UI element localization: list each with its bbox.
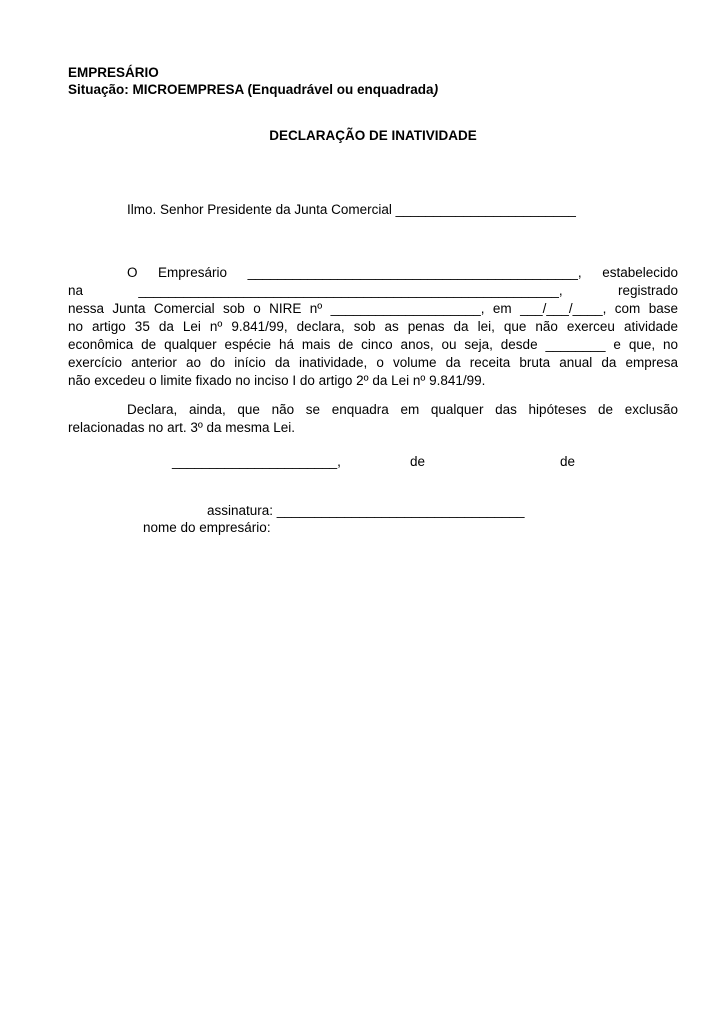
title-text: DECLARAÇÃO DE INATIVIDADE xyxy=(269,128,477,143)
paragraph1-text-4: no artigo 35 da Lei nº 9.841/99, declara, sob as penas da lei, que não exerceu atividade xyxy=(68,319,678,334)
paragraph1-line-6 xyxy=(68,354,678,372)
paragraph1-line-1 xyxy=(127,264,678,282)
paragraph1-text-5: econômica de qualquer espécie há mais de cinco anos, ou seja, desde ________ e que, no xyxy=(68,337,678,352)
addressee-text: Ilmo. Senhor Presidente da Junta Comercial ________________________ xyxy=(127,202,576,217)
date-de-2-text: de xyxy=(560,454,576,469)
situation-label: Situação: MICROEMPRESA (Enquadrável ou enquadrada xyxy=(68,82,434,97)
paragraph1-line-4 xyxy=(68,318,678,336)
place-blank-text: ______________________, xyxy=(172,454,341,469)
paragraph2-line-1 xyxy=(127,401,678,419)
paragraph1-line-7 xyxy=(68,372,678,390)
entity-heading xyxy=(68,64,678,82)
entrepreneur-name-line xyxy=(143,519,271,537)
paragraph1-text-1: O Empresário ____________________________________________, estabelecido xyxy=(127,265,678,280)
paragraph2-text-2: relacionadas no art. 3º da mesma Lei. xyxy=(68,420,296,435)
entity-label: EMPRESÁRIO xyxy=(68,65,159,80)
document-title xyxy=(68,127,678,145)
place-blank xyxy=(172,453,341,471)
signature-line xyxy=(207,502,525,520)
paragraph1-text-7: não excedeu o limite fixado no inciso I do artigo 2º da Lei nº 9.841/99. xyxy=(68,373,486,388)
paragraph1-text-3: nessa Junta Comercial sob o NIRE nº ____________________, em ___/___/____, com base xyxy=(68,301,678,316)
paragraph1-line-3 xyxy=(68,300,678,318)
paragraph1-line-5 xyxy=(68,336,678,354)
situation-close: ) xyxy=(433,82,439,97)
date-de-1-text: de xyxy=(410,454,426,469)
situation-line xyxy=(68,81,678,99)
date-de-2 xyxy=(560,453,575,471)
paragraph2-line-2 xyxy=(68,419,678,437)
entrepreneur-name-label: nome do empresário: xyxy=(143,520,271,535)
paragraph1-line-2 xyxy=(68,282,678,300)
paragraph2-text-1: Declara, ainda, que não se enquadra em qualquer das hipóteses de exclusão xyxy=(127,402,678,417)
paragraph1-text-2: na ________________________________________________________, registrado xyxy=(68,283,678,298)
paragraph1-text-6: exercício anterior ao do início da inatividade, o volume da receita bruta anual da empresa xyxy=(68,355,678,370)
signature-label: assinatura: _________________________________ xyxy=(207,503,525,518)
date-de-1 xyxy=(410,453,425,471)
addressee-line xyxy=(127,201,678,219)
